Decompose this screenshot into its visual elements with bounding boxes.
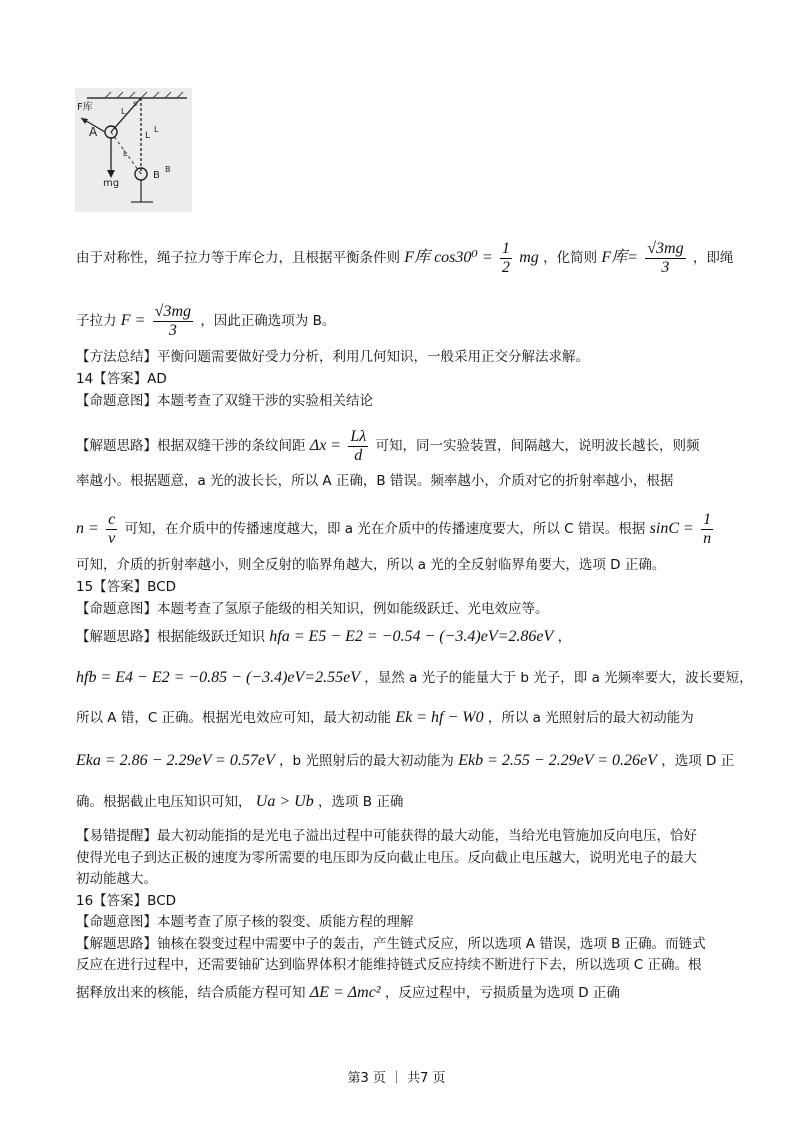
paragraph-line	[76, 792, 403, 812]
diagram-label-a: A	[89, 125, 98, 139]
text: ，即绳	[692, 250, 734, 266]
text: ，选项 B 正确	[318, 794, 404, 810]
text: 【解题思路】根据双缝干涉的条纹间距	[76, 438, 306, 454]
text: ，b 光照射后的最大初动能为	[279, 753, 454, 769]
paragraph-line	[76, 303, 335, 340]
q15-intent: 【命题意图】本题考查了氢原子能级的相关知识，例如能级跃迁、光电效应等。	[76, 601, 549, 617]
diagram-label-vertical: L	[154, 125, 159, 134]
denominator: n	[703, 530, 712, 547]
text: 由于对称性，绳子拉力等于库仑力，且根据平衡条件则	[76, 250, 400, 266]
q14-answer: 14【答案】AD	[76, 371, 167, 387]
tip-line: 【易错提醒】最大初动能指的是光电子溢出过程中可能获得的最大动能，当给光电管施加反向电压，恰好	[76, 828, 697, 844]
method-summary: 【方法总结】平衡问题需要做好受力分析，利用几何知识，一般采用正交分解法求解。	[76, 349, 589, 365]
tip-line: 使得光电子到达正极的速度为零所需要的电压即为反向截止电压。反向截止电压越大，说明光电子的最大	[76, 850, 697, 866]
tip-line: 初动能越大。	[76, 871, 157, 887]
paragraph-line	[76, 668, 753, 688]
paragraph-line	[76, 428, 700, 465]
denominator: 3	[661, 259, 670, 276]
paragraph-line: 【解题思路】铀核在裂变过程中需要中子的轰击，产生链式反应，所以选项 A 错误，选项 B 正确。而链式	[76, 936, 706, 952]
equation: ΔE = Δmc²	[309, 984, 381, 1001]
text: 据释放出来的核能，结合质能方程可知	[76, 985, 306, 1001]
text: 所以 A 错，C 正确。根据光电效应可知，最大初动能	[76, 710, 392, 726]
paragraph-line: 率越小。根据题意，a 光的波长长，所以 A 正确，B 错误。频率越小，介质对它的折射率越小，根据	[76, 473, 674, 489]
paragraph-line	[76, 708, 694, 728]
q14-intent: 【命题意图】本题考查了双缝干涉的实验相关结论	[76, 393, 373, 409]
text: ，所以 a 光照射后的最大初动能为	[487, 710, 694, 726]
text: 可知，同一实验装置，间隔越大，说明波长越长，则频	[375, 438, 700, 454]
text: ，选项 D 正	[661, 753, 735, 769]
equation: hfa = E5 − E2 = −0.54 − (−3.4)eV=2.86eV	[269, 628, 554, 645]
equation: Ekb = 2.55 − 2.29eV = 0.26eV	[458, 752, 657, 769]
text: ，因此正确选项为 B。	[200, 313, 336, 329]
diagram-label-mg: mg	[103, 178, 120, 189]
fraction	[106, 511, 117, 548]
fraction	[348, 428, 368, 465]
numerator: Lλ	[350, 428, 367, 445]
numerator: c	[108, 511, 116, 528]
text: 子拉力	[76, 313, 117, 329]
paragraph-line	[76, 751, 734, 771]
force-diagram-sketch	[75, 88, 192, 212]
fraction	[500, 240, 512, 277]
q16-intent: 【命题意图】本题考查了原子核的裂变、质能方程的理解	[76, 914, 414, 930]
paragraph-line	[76, 627, 571, 647]
text: ，反应过程中，亏损质量为选项 D 正确	[384, 985, 620, 1001]
text: 【解题思路】根据能级跃迁知识	[76, 629, 265, 645]
paragraph-line	[76, 983, 620, 1003]
q16-answer: 16【答案】BCD	[76, 893, 177, 909]
diagram-label-l: L	[121, 107, 126, 116]
paragraph-line: 可知，介质的折射率越小，则全反射的临界角越大，所以 a 光的全反射临界角要大，选项 D 正确。	[76, 557, 666, 573]
numerator: √3mg	[647, 240, 684, 257]
fraction	[645, 240, 685, 277]
diagram-label-b: B	[153, 170, 160, 181]
denominator: 2	[501, 259, 510, 276]
fraction	[701, 511, 713, 548]
denominator: v	[108, 530, 116, 547]
equation: hfb = E4 − E2 = −0.85 − (−3.4)eV=2.55eV	[76, 669, 360, 686]
diagram-label-s: s	[133, 99, 138, 108]
numerator: 1	[501, 240, 510, 257]
equation: Eka = 2.86 − 2.29eV = 0.57eV	[76, 752, 275, 769]
diagram-label-force: F库	[77, 102, 93, 113]
text: 可知，在介质中的传播速度越大，即 a 光在介质中的传播速度要大，所以 C 错误。根据	[124, 521, 646, 537]
denominator: d	[354, 447, 363, 464]
text: 确。根据截止电压知识可知，	[76, 794, 252, 810]
equation: n =	[76, 520, 99, 537]
equation: mg	[519, 249, 539, 266]
paragraph-line	[76, 240, 733, 277]
text: ，显然 a 光子的能量大于 b 光子，即 a 光频率要大，波长要短，	[364, 670, 753, 686]
paragraph-line	[76, 511, 716, 548]
denominator: 3	[168, 322, 177, 339]
text: ，化简则	[543, 250, 598, 266]
page-footer: 第3 页 ｜ 共7 页	[347, 1071, 446, 1086]
equation: F =	[120, 312, 146, 329]
numerator: √3mg	[154, 303, 192, 320]
equation: F库 cos30⁰ =	[404, 249, 493, 266]
numerator: 1	[703, 511, 712, 528]
equation: Δx =	[309, 437, 342, 454]
diagram-label-b-mark: B	[165, 165, 171, 174]
equation: Ek = hf − W0	[395, 709, 484, 726]
equation: sinC =	[649, 520, 694, 537]
diagram-label-ell: L	[145, 131, 151, 141]
equation: F库=	[601, 249, 638, 266]
equation: Ua > Ub	[255, 793, 314, 810]
force-diagram-photo	[75, 88, 192, 212]
paragraph-line: 反应在进行过程中，还需要铀矿达到临界体积才能维持链式反应持续不断进行下去，所以选项 C 正确。根	[76, 957, 702, 973]
q15-answer: 15【答案】BCD	[76, 579, 177, 595]
diagram-label-dist: L	[123, 149, 128, 158]
fraction	[153, 303, 193, 340]
text: ，	[557, 629, 572, 645]
